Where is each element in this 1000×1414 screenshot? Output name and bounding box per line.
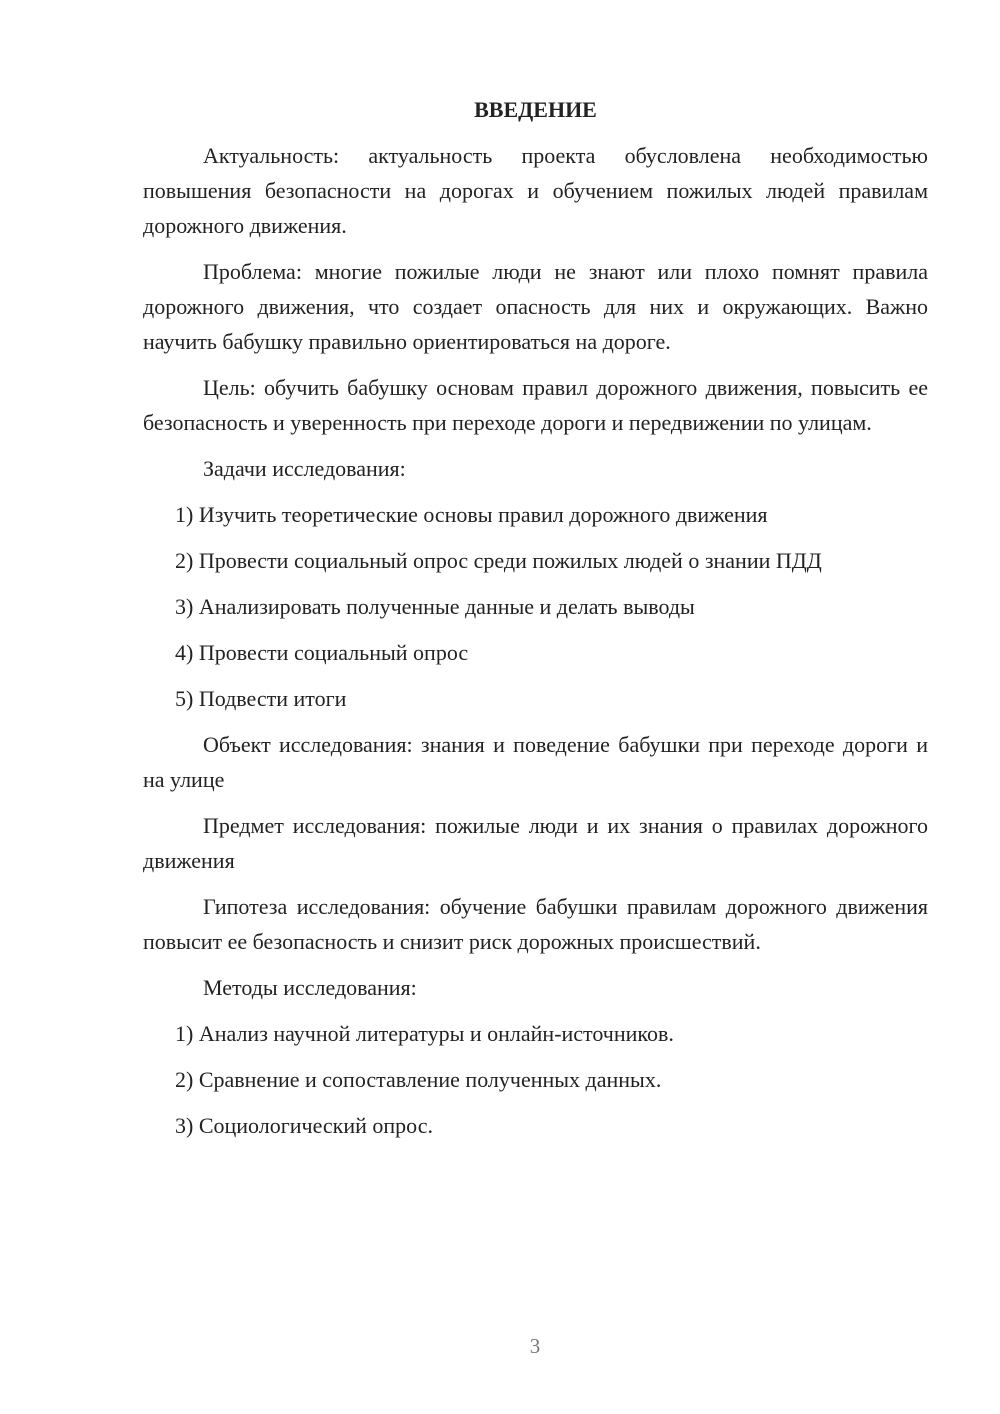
list-item: 5) Подвести итоги <box>175 686 347 711</box>
list-item: 3) Анализировать полученные данные и делать выводы <box>175 594 695 619</box>
page-content <box>143 92 928 1154</box>
object-paragraph: Объект исследования: знания и поведение бабушки при переходе дороги и на улице <box>143 732 928 792</box>
methods-list <box>143 1016 928 1143</box>
tasks-title: Задачи исследования: <box>203 456 406 481</box>
list-item: 2) Провести социальный опрос среди пожилых людей о знании ПДД <box>175 548 822 573</box>
section-heading: ВВЕДЕНИЕ <box>474 97 597 122</box>
tasks-list <box>143 497 928 716</box>
hypothesis-paragraph: Гипотеза исследования: обучение бабушки правилам дорожного движения повысит ее безопасность и снизит риск дорожных происшествий. <box>143 894 928 954</box>
list-item: 1) Изучить теоретические основы правил дорожного движения <box>175 502 768 527</box>
methods-title: Методы исследования: <box>203 975 417 1000</box>
list-item: 2) Сравнение и сопоставление полученных данных. <box>175 1067 662 1092</box>
list-item: 4) Провести социальный опрос <box>175 640 469 665</box>
problem-paragraph: Проблема: многие пожилые люди не знают или плохо помнят правила дорожного движения, что создает опасность для них и окружающих. Важно научить бабушку правильно ориентироваться на дороге. <box>143 259 928 354</box>
page-number: 3 <box>529 1334 541 1358</box>
list-item: 1) Анализ научной литературы и онлайн-источников. <box>175 1021 674 1046</box>
subject-paragraph: Предмет исследования: пожилые люди и их знания о правилах дорожного движения <box>143 813 928 873</box>
relevance-paragraph: Актуальность: актуальность проекта обусловлена необходимостью повышения безопасности на дорогах и обучением пожилых людей правилам дорожного движения. <box>143 143 928 238</box>
list-item: 3) Социологический опрос. <box>175 1113 433 1138</box>
goal-paragraph: Цель: обучить бабушку основам правил дорожного движения, повысить ее безопасность и уверенность при переходе дороги и передвижении по улицам. <box>143 375 928 435</box>
